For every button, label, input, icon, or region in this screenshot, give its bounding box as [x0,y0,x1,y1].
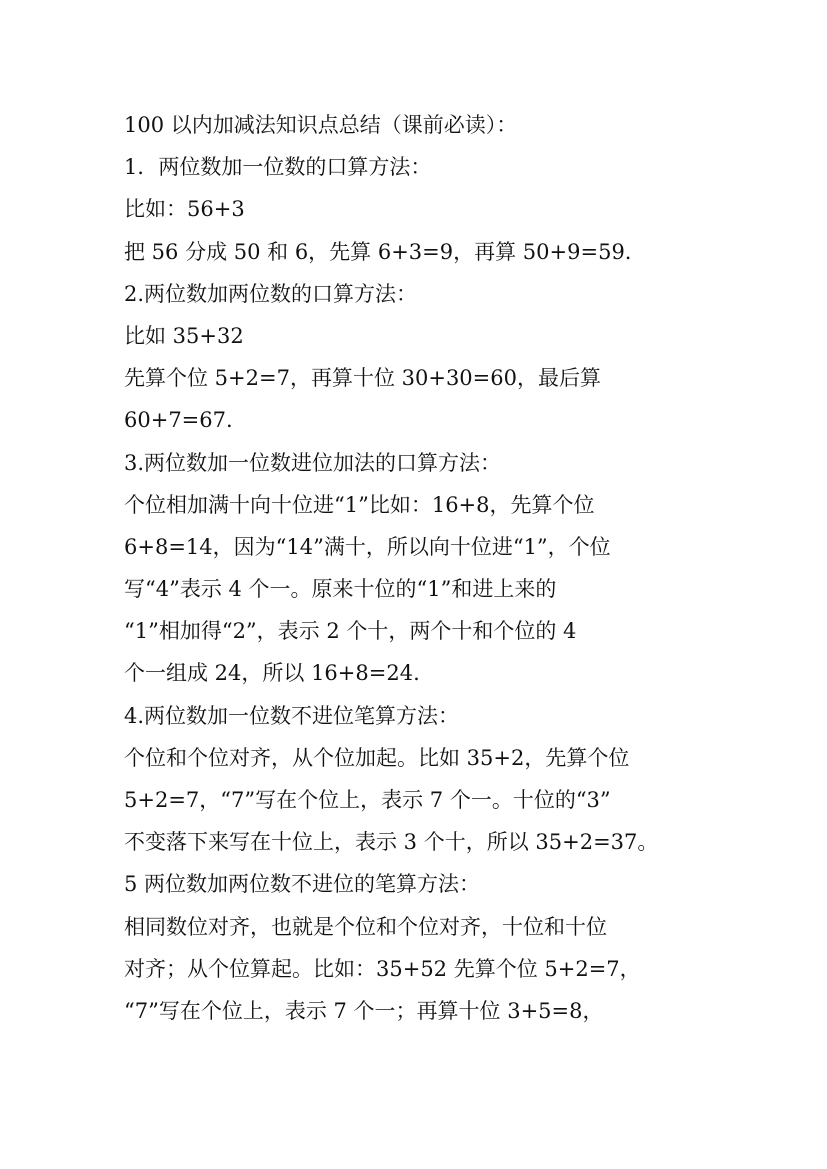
paragraph-line: 个位相加满十向十位进“1”比如：16+8，先算个位 [124,492,595,517]
paragraph-line: 比如：56+3 [124,197,245,222]
paragraph-line: 60+7=67. [124,408,233,433]
section-heading-1: 1．两位数加一位数的口算方法： [124,155,432,180]
paragraph-line: 相同数位对齐，也就是个位和个位对齐，十位和十位 [124,914,607,939]
paragraph-line: 个一组成 24，所以 16+8=24. [124,661,420,686]
document-body [124,104,704,1032]
paragraph-line: 个位和个位对齐，从个位加起。比如 35+2，先算个位 [124,745,630,770]
paragraph-line: 把 56 分成 50 和 6，先算 6+3=9，再算 50+9=59. [124,239,632,264]
paragraph-line: 先算个位 5+2=7，再算十位 30+30=60，最后算 [124,366,601,391]
paragraph-line: 不变落下来写在十位上，表示 3 个十，所以 35+2=37。 [124,830,659,855]
paragraph-line: 对齐；从个位算起。比如：35+52 先算个位 5+2=7， [124,956,641,981]
section-heading-5: 5 两位数加两位数不进位的笔算方法： [124,872,481,897]
paragraph-line: 比如 35+32 [124,323,244,348]
paragraph-line: 5+2=7，“7”写在个位上，表示 7 个一。十位的“3” [124,788,611,812]
paragraph-line: “7”写在个位上，表示 7 个一；再算十位 3+5=8， [124,998,604,1023]
paragraph-line: 写“4”表示 4 个一。原来十位的“1”和进上来的 [124,577,557,602]
paragraph-line: “1”相加得“2”，表示 2 个十，两个十和个位的 4 [124,619,577,644]
section-heading-2: 2.两位数加两位数的口算方法： [124,281,418,306]
document-title: 100 以内加减法知识点总结（课前必读）： [124,113,518,137]
section-heading-4: 4.两位数加一位数不进位笔算方法： [124,703,460,728]
paragraph-line: 6+8=14，因为“14”满十，所以向十位进“1”，个位 [124,534,611,559]
section-heading-3: 3.两位数加一位数进位加法的口算方法： [124,450,502,475]
